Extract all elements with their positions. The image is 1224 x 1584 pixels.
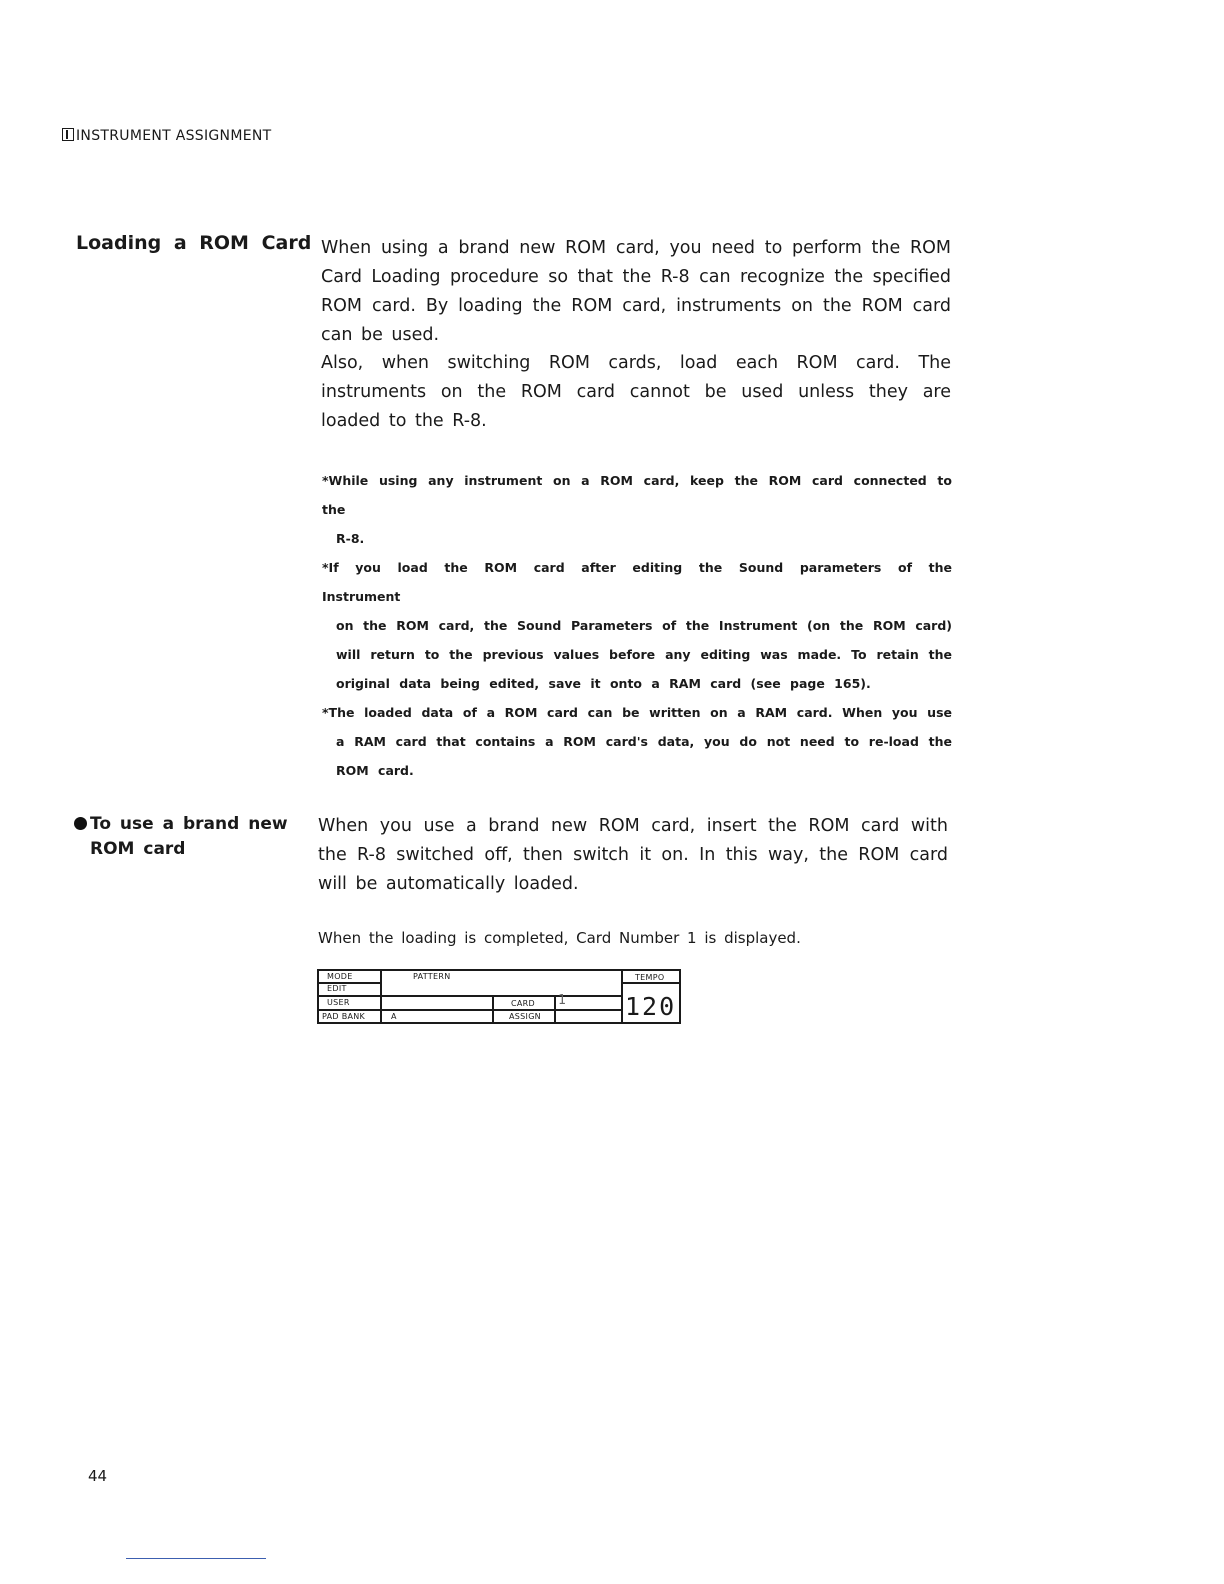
note-3 [322, 698, 952, 785]
lcd-divider [319, 995, 621, 997]
note-2 [322, 553, 952, 698]
lcd-tempo-value: 120 [625, 992, 677, 1021]
paragraph-line: ROM card. By loading the ROM card, instruments on the ROM card [321, 296, 951, 316]
paragraph-line: When you use a brand new ROM card, insert the ROM card with [318, 816, 948, 836]
section-header [62, 128, 271, 144]
lcd-divider [380, 971, 382, 1024]
paragraph-3 [318, 812, 948, 899]
note-line: will return to the previous values before any editing was made. To retain the [336, 647, 952, 662]
bottom-divider [126, 1558, 266, 1559]
lcd-pattern-label: PATTERN [413, 972, 451, 981]
side-subtitle-line1: To use a brand new [90, 814, 288, 834]
paragraph-line: the R-8 switched off, then switch it on. In this way, the ROM card [318, 845, 948, 865]
bullet-icon [74, 817, 87, 830]
lcd-assign-label: ASSIGN [509, 1012, 541, 1021]
lcd-display [317, 969, 681, 1024]
lcd-divider [319, 1009, 621, 1011]
side-subtitle [74, 812, 288, 862]
note-line: ROM card. [336, 763, 414, 778]
lcd-pad-bank-value: A [391, 1012, 397, 1021]
note-line: on the ROM card, the Sound Parameters of the Instrument (on the ROM card) [336, 618, 952, 633]
lcd-mode-label: MODE [327, 972, 353, 981]
paragraph-1 [321, 234, 951, 350]
paragraph-2 [321, 349, 951, 436]
lcd-divider [621, 971, 623, 1024]
lcd-edit-label: EDIT [327, 984, 347, 993]
page-number: 44 [88, 1467, 108, 1485]
note-line: original data being edited, save it onto a RAM card (see page 165). [336, 676, 871, 691]
lcd-tempo-label: TEMPO [635, 973, 665, 982]
paragraph-line: can be used. [321, 325, 440, 345]
lcd-card-value: 1 [558, 993, 566, 1008]
note-1 [322, 466, 952, 553]
paragraph-4: When the loading is completed, Card Number 1 is displayed. [318, 929, 801, 947]
lcd-card-label: CARD [511, 999, 535, 1008]
paragraph-line: will be automatically loaded. [318, 874, 579, 894]
lcd-divider [492, 995, 494, 1024]
paragraph-line: instruments on the ROM card cannot be used unless they are [321, 382, 951, 402]
note-line: a RAM card that contains a ROM card's data, you do not need to re-load the [336, 734, 952, 749]
section-header-label: INSTRUMENT ASSIGNMENT [76, 128, 272, 144]
side-title: Loading a ROM Card [76, 232, 312, 254]
lcd-divider [554, 995, 556, 1024]
lcd-user-label: USER [327, 998, 350, 1007]
lcd-pad-bank-label: PAD BANK [322, 1012, 366, 1021]
paragraph-line: Card Loading procedure so that the R-8 can recognize the specified [321, 267, 951, 287]
note-line: *If you load the ROM card after editing the Sound parameters of the Instrument [322, 560, 952, 604]
note-line: *While using any instrument on a ROM card, keep the ROM card connected to the [322, 473, 952, 517]
note-line: *The loaded data of a ROM card can be written on a RAM card. When you use [322, 705, 952, 720]
note-line: R-8. [336, 531, 365, 546]
paragraph-line: Also, when switching ROM cards, load each ROM card. The [321, 353, 951, 373]
side-subtitle-line2: ROM card [90, 839, 186, 859]
section-icon [62, 128, 74, 141]
paragraph-line: loaded to the R-8. [321, 411, 487, 431]
paragraph-line: When using a brand new ROM card, you need to perform the ROM [321, 238, 951, 258]
